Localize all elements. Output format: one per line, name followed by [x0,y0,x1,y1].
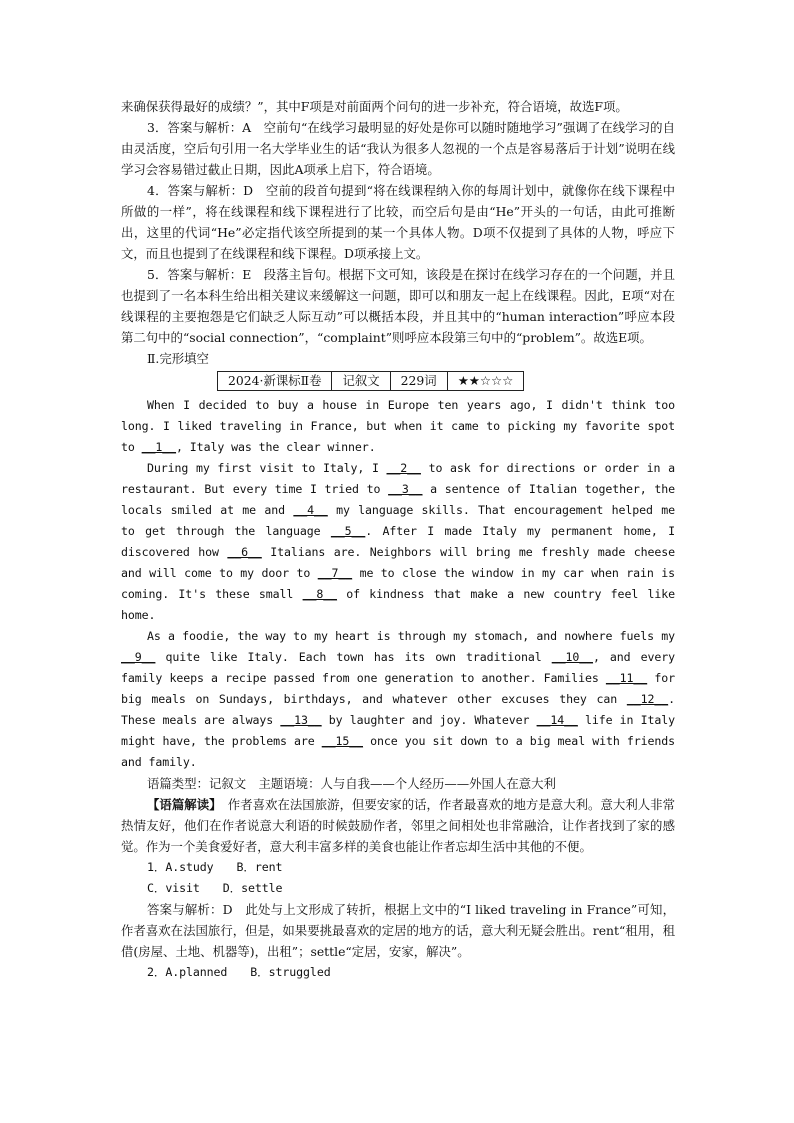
blank-3: __3__ [388,482,423,496]
blank-1: __1__ [141,440,177,454]
blank-5: __5__ [330,524,366,538]
content-column [121,96,675,983]
difficulty-cell: ★★☆☆☆ [447,372,524,391]
blank-8: __8__ [302,587,337,601]
word-count-cell: 229词 [390,372,447,391]
blank-9: __9__ [121,650,156,664]
passage-paragraph-3: As a foodie, the way to my heart is through my stomach, and nowhere fuels my __9__ quite like Italy. Each town has its own traditional __10__, and every family keeps a recipe passed from one generation to another. Families __11__ for big meals on Sundays, birthdays, and whatever other excuses they can __12__. These meals are always __13__ by laughter and joy. Whatever __14__ life in Italy might have, the problems are __15__ once you sit down to a big meal with friends and family. [121,629,675,769]
question-1-options-ab: 1．A.study B．rent [147,860,283,874]
paragraph-answer-3: 3．答案与解析：A 空前句“在线学习最明显的好处是你可以随时随地学习”强调了在线学习的自由灵活度，空后句引用一名大学毕业生的话“我认为很多人忽视的一个点是容易落后于计划”说明在线学习会容易错过截止日期，因此A项承上启下，符合语境。 [121,120,675,177]
question-1-options-cd: C．visit D．settle [147,881,283,895]
section-title: Ⅱ.完形填空 [147,351,209,366]
blank-7: __7__ [317,566,353,580]
passage-paragraph-1: When I decided to buy a house in Europe ten years ago, I didn't think too long. I liked traveling in France, but when it came to picking my favorite spot to __1__, Italy was the clear winner. [121,398,675,454]
passage-interpretation [121,794,675,857]
question-1-answer: 答案与解析：D 此处与上文形成了转折，根据上文中的“I liked traveling in France”可知，作者喜欢在法国旅行，但是，如果要挑最喜欢的定居的地方的话，意大利无疑会胜出。rent“租用，租借(房屋、土地、机器等)，出租”；settle“定居，安家，解决”。 [121,902,675,959]
question-2-options-ab: 2．A.planned B．struggled [147,965,331,979]
passage-info-table [217,371,524,391]
blank-15: __15__ [321,734,363,748]
paragraph-answer-5: 5．答案与解析：E 段落主旨句。根据下文可知，该段是在探讨在线学习存在的一个问题，并且也提到了一名本科生给出相关建议来缓解这一问题，即可以和朋友一起上在线课程。因此，E项“对在线课程的主要抱怨是它们缺乏人际互动”可以概括本段，并且其中的“human interaction”呼应本段第二句中的“social connection”，“complaint”则呼应本段第三句中的“problem”。故选E项。 [121,267,675,345]
blank-12: __12__ [626,692,669,706]
blank-13: __13__ [280,713,322,727]
blank-2: __2__ [386,461,421,475]
interpretation-label: 【语篇解读】 [147,797,216,812]
genre-cell: 记叙文 [332,372,390,391]
blank-14: __14__ [536,713,578,727]
paragraph-answer-f-end: 来确保获得最好的成绩？”，其中F项是对前面两个问句的进一步补充，符合语境，故选F项。 [121,99,628,114]
blank-6: __6__ [227,545,262,559]
genre-theme-line: 语篇类型：记叙文 主题语境：人与自我——个人经历——外国人在意大利 [147,776,556,791]
blank-4: __4__ [293,503,328,517]
blank-10: __10__ [551,650,593,664]
passage-paragraph-2: During my first visit to Italy, I __2__ to ask for directions or order in a restaurant. But every time I tried to __3__ a sentence of Italian together, the locals smiled at me and __4__ my language skills. That encouragement helped me to get through the language __5__. After I made Italy my permanent home, I discovered how __6__ Italians are. Neighbors will bring me freshly made cheese and will come to my door to __7__ me to close the window in my car when rain is coming. It's these small __8__ of kindness that make a new country feel like home. [121,461,676,622]
interpretation-text: 作者喜欢在法国旅游，但要安家的话，作者最喜欢的地方是意大利。意大利人非常热情友好，他们在作者说意大利语的时候鼓励作者，邻里之间相处也非常融洽，让作者找到了家的感觉。作为一个美食爱好者，意大利丰富多样的美食也能让作者忘却生活中其他的不便。 [121,797,675,854]
exam-source-cell: 2024·新课标Ⅱ卷 [218,372,332,391]
blank-11: __11__ [605,671,648,685]
paragraph-answer-4: 4．答案与解析：D 空前的段首句提到“将在线课程纳入你的每周计划中，就像你在线下课程中所做的一样”，将在线课程和线下课程进行了比较，而空后句是由“He”开头的一句话，由此可推断出，这里的代词“He”必定指代该空所提到的某一个具体人物。D项不仅提到了具体的人物，呼应下文，而且也提到了在线课程和线下课程。D项承接上文。 [121,183,675,261]
